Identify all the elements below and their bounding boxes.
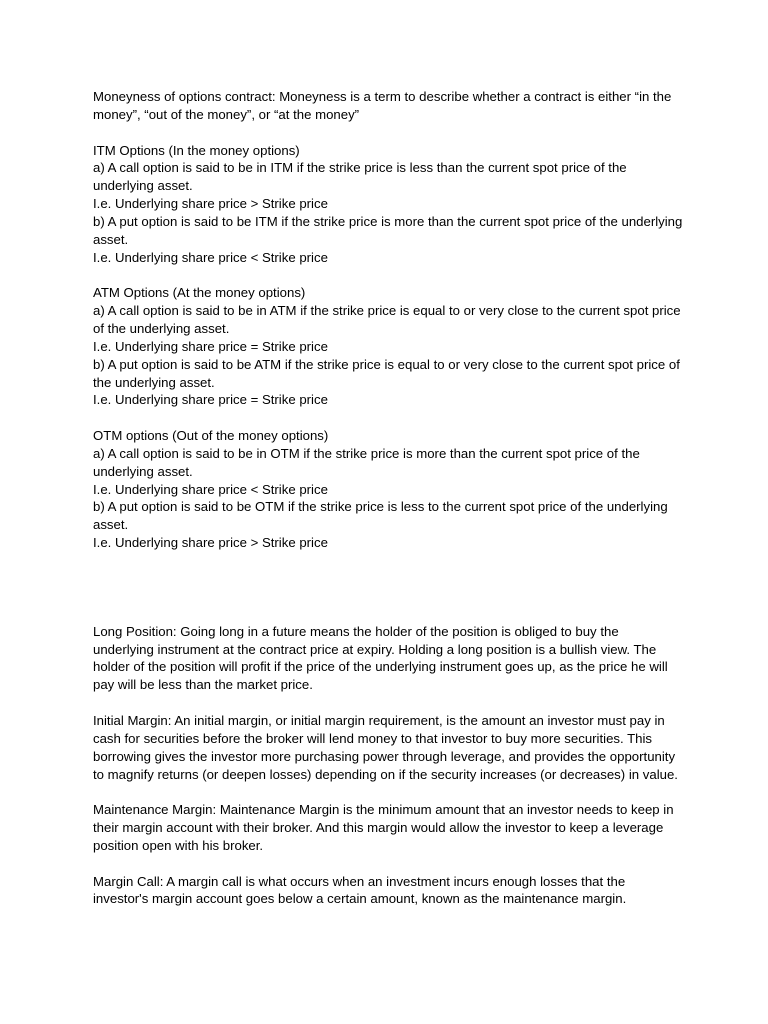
itm-put-formula: I.e. Underlying share price < Strike price [93,249,328,265]
maintenance-margin-paragraph [93,801,683,855]
atm-call-definition: a) A call option is said to be in ATM if the strike price is equal to or very close to the current spot price of the underlying asset. [93,303,685,336]
maintenance-margin-text: Maintenance Margin: Maintenance Margin is the minimum amount that an investor needs to keep in their margin account with their broker. And this margin would allow the investor to keep a leverage position open with his broker. [93,802,678,853]
atm-put-definition: b) A put option is said to be ATM if the strike price is equal to or very close to the current spot price of the underlying asset. [93,356,684,390]
initial-margin-text: Initial Margin: An initial margin, or initial margin requirement, is the amount an investor must pay in cash for securities before the broker will lend money to that investor to buy more securities. This borrowing gives the investor more purchasing power through leverage, and provides the opportunity to magnify returns (or deepen losses) depending on if the security increases (or decreases) in value. [93,713,679,782]
itm-call-definition: a) A call option is said to be in ITM if the strike price is less than the current spot price of the underlying asset. [93,160,631,194]
section-spacer [93,570,683,623]
initial-margin-paragraph [93,712,683,783]
moneyness-intro-paragraph [93,88,683,124]
otm-section [93,427,683,552]
atm-call-formula: I.e. Underlying share price = Strike price [93,338,328,354]
itm-put-definition: b) A put option is said to be ITM if the strike price is more than the current spot price of the underlying asset. [93,213,687,247]
long-position-text: Long Position: Going long in a future means the holder of the position is obliged to buy the underlying instrument at the contract price at expiry. Holding a long position is a bullish view. The holder of the position will profit if the price of the underlying instrument goes up, as the price he will pay will be less than the market price. [93,623,672,693]
atm-put-formula: I.e. Underlying share price = Strike price [93,392,328,408]
itm-section [93,142,687,267]
otm-put-definition: b) A put option is said to be OTM if the strike price is less to the current spot price of the underlying asset. [93,499,672,533]
margin-call-text: Margin Call: A margin call is what occurs when an investment incurs enough losses that the investor's margin account goes below a certain amount, known as the maintenance margin. [93,873,629,907]
itm-heading: ITM Options (In the money options) [93,142,300,158]
moneyness-intro-text: Moneyness of options contract: Moneyness is a term to describe whether a contract is either “in the money”, “out of the money”, or “at the money” [93,89,676,122]
margin-call-paragraph [93,873,683,909]
otm-call-definition: a) A call option is said to be in OTM if the strike price is more than the current spot price of the underlying asset. [93,445,644,479]
itm-call-formula: I.e. Underlying share price > Strike price [93,196,328,212]
atm-section [93,284,683,409]
long-position-paragraph [93,623,683,694]
atm-heading: ATM Options (At the money options) [93,285,306,301]
document-page [93,88,687,926]
otm-call-formula: I.e. Underlying share price < Strike price [93,481,328,497]
otm-put-formula: I.e. Underlying share price > Strike price [93,535,328,551]
otm-heading: OTM options (Out of the money options) [93,428,329,444]
